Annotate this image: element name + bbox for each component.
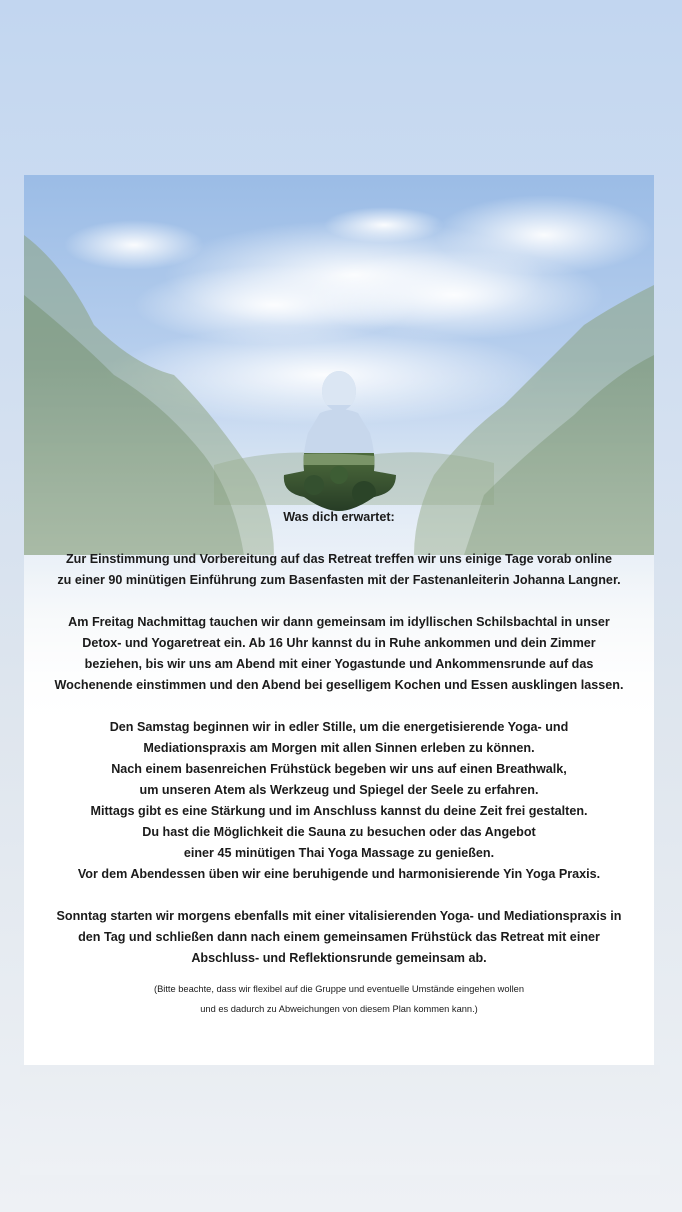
paragraph-line: Nach einem basenreichen Frühstück begeben wir uns auf einen Breathwalk,: [111, 762, 567, 776]
retreat-flyer-card: [24, 175, 654, 1065]
paragraph-line: Detox- und Yogaretreat ein. Ab 16 Uhr kannst du in Ruhe ankommen und dein Zimmer: [82, 636, 596, 650]
paragraph-line: zu einer 90 minütigen Einführung zum Basenfasten mit der Fastenanleiterin Johanna Langner.: [57, 573, 621, 587]
paragraph-line: Wochenende einstimmen und den Abend bei geselligem Kochen und Essen ausklingen lassen.: [54, 678, 624, 692]
paragraph-line: Mittags gibt es eine Stärkung und im Anschluss kannst du deine Zeit frei gestalten.: [90, 804, 588, 818]
paragraph-online-intro: [24, 549, 654, 591]
paragraph-line: Am Freitag Nachmittag tauchen wir dann gemeinsam im idyllischen Schilsbachtal in unser: [68, 615, 610, 629]
paragraph-line: Den Samstag beginnen wir in edler Stille, um die energetisierende Yoga- und: [109, 720, 569, 734]
paragraph-line: den Tag und schließen dann nach einem gemeinsamen Frühstück das Retreat mit einer: [78, 930, 600, 944]
note-line: (Bitte beachte, dass wir flexibel auf die Gruppe und eventuelle Umstände eingehen wollen: [153, 984, 525, 994]
disclaimer-note: [24, 979, 654, 1019]
note-line: und es dadurch zu Abweichungen von diesem Plan kommen kann.): [200, 1004, 478, 1014]
section-heading: Was dich erwartet:: [283, 510, 395, 524]
paragraph-line: um unseren Atem als Werkzeug und Spiegel der Seele zu erfahren.: [139, 783, 539, 797]
paragraph-saturday: [24, 717, 654, 885]
paragraph-line: beziehen, bis wir uns am Abend mit einer Yogastunde und Ankommensrunde auf das: [84, 657, 594, 671]
paragraph-sunday: [24, 906, 654, 969]
paragraph-line: Abschluss- und Reflektionsrunde gemeinsam ab.: [191, 951, 487, 965]
paragraph-line: einer 45 minütigen Thai Yoga Massage zu genießen.: [183, 846, 495, 860]
paragraph-friday: [24, 612, 654, 696]
paragraph-line: Vor dem Abendessen üben wir eine beruhigende und harmonisierende Yin Yoga Praxis.: [77, 867, 601, 881]
bottom-background-panel: [20, 1065, 660, 1175]
paragraph-line: Du hast die Möglichkeit die Sauna zu besuchen oder das Angebot: [142, 825, 536, 839]
paragraph-line: Mediationspraxis am Morgen mit allen Sinnen erleben zu können.: [143, 741, 535, 755]
paragraph-line: Zur Einstimmung und Vorbereitung auf das Retreat treffen wir uns einige Tage vorab online: [65, 552, 613, 566]
paragraph-line: Sonntag starten wir morgens ebenfalls mit einer vitalisierenden Yoga- und Mediationspraxis in: [56, 909, 622, 923]
program-description: [24, 495, 654, 1019]
